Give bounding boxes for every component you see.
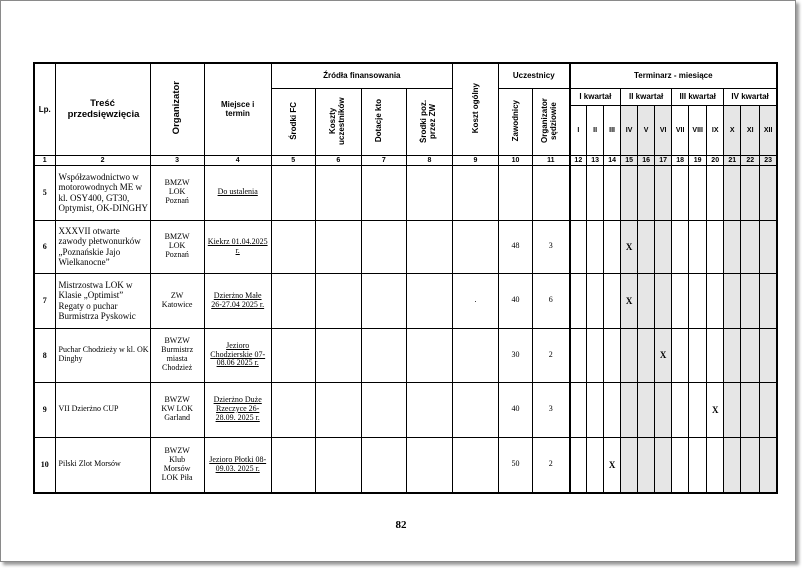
month-cell	[570, 273, 587, 328]
month-cell	[689, 220, 707, 273]
month-cell	[760, 273, 777, 328]
column-number: 6	[315, 155, 361, 165]
row-srodki-fc	[271, 220, 315, 273]
row-lp: 10	[34, 437, 55, 493]
month-cell	[672, 220, 689, 273]
month-cell	[587, 165, 604, 220]
row-organizator-text: ZW Katowice	[161, 290, 193, 309]
month-cell	[707, 328, 724, 382]
month-cell	[760, 437, 777, 493]
row-koszty-uczestnikow	[315, 382, 361, 437]
month-cell	[638, 220, 655, 273]
month-cell	[655, 220, 672, 273]
row-zawodnicy: 40	[498, 382, 532, 437]
month-mark: X	[655, 328, 672, 382]
table-row	[34, 437, 777, 493]
row-koszty-uczestnikow	[315, 437, 361, 493]
month-cell	[621, 382, 638, 437]
header-quarter-1: I kwartał	[570, 88, 621, 105]
column-number: 14	[604, 155, 621, 165]
month-cell	[724, 328, 741, 382]
month-cell	[655, 437, 672, 493]
month-cell	[570, 382, 587, 437]
month-cell	[741, 273, 760, 328]
row-miejsce	[204, 220, 271, 273]
row-zawodnicy: 48	[498, 220, 532, 273]
row-dotacje	[361, 165, 406, 220]
month-cell	[570, 165, 587, 220]
month-cell	[604, 220, 621, 273]
header-terminarz: Terminarz - miesiące	[570, 63, 777, 88]
row-tresc-text: Puchar Chodzieży w kl. OK Dinghy	[58, 345, 149, 363]
header-month: IV	[621, 105, 638, 155]
column-number: 21	[724, 155, 741, 165]
row-organizator-text: BWZW Burmistrz miasta Chodzież	[161, 336, 194, 372]
column-number: 1	[34, 155, 55, 165]
row-srodki-fc	[271, 273, 315, 328]
month-cell	[638, 273, 655, 328]
month-cell	[741, 382, 760, 437]
column-number: 20	[707, 155, 724, 165]
month-cell	[587, 273, 604, 328]
month-cell	[724, 165, 741, 220]
row-zawodnicy: 50	[498, 437, 532, 493]
table-row	[34, 273, 777, 328]
month-cell	[689, 437, 707, 493]
row-srodki-zw	[406, 273, 452, 328]
column-number: 11	[533, 155, 570, 165]
header-quarter-3: III kwartał	[672, 88, 724, 105]
month-cell	[724, 437, 741, 493]
row-miejsce	[204, 165, 271, 220]
table-row	[34, 382, 777, 437]
month-cell	[707, 273, 724, 328]
month-cell	[760, 220, 777, 273]
row-srodki-fc	[271, 165, 315, 220]
row-dotacje	[361, 382, 406, 437]
row-tresc	[55, 220, 150, 273]
row-miejsce-text: Do ustalenia	[217, 187, 258, 197]
header-srodki-zw	[406, 88, 452, 155]
month-cell	[672, 437, 689, 493]
month-cell	[689, 273, 707, 328]
header-month: IX	[707, 105, 724, 155]
header-month: X	[724, 105, 741, 155]
row-tresc-text: XXXVII otwarte zawody płetwonurków „Poznańskie Jajo Wielkanocne”	[58, 226, 141, 267]
header-organizator-text: Organizator	[170, 81, 182, 135]
month-cell	[570, 328, 587, 382]
row-tresc	[55, 382, 150, 437]
month-cell	[655, 273, 672, 328]
month-cell	[689, 382, 707, 437]
row-koszt-ogolny	[452, 437, 498, 493]
row-organizator	[150, 382, 204, 437]
month-cell	[638, 165, 655, 220]
row-zawodnicy: 30	[498, 328, 532, 382]
row-tresc-text: Pilski Zlot Morsów	[58, 459, 121, 469]
header-month: VIII	[689, 105, 707, 155]
row-tresc-text: Mistrzostwa LOK w Klasie „Optimist” Regaty o puchar Burmistrza Pyskowic	[58, 280, 136, 321]
header-sedziowie	[533, 88, 570, 155]
column-number-row	[34, 155, 777, 165]
column-number: 19	[689, 155, 707, 165]
row-tresc	[55, 437, 150, 493]
row-koszt-ogolny	[452, 328, 498, 382]
month-cell	[570, 437, 587, 493]
month-cell	[587, 382, 604, 437]
header-quarter-4: IV kwartał	[724, 88, 777, 105]
month-cell	[707, 437, 724, 493]
row-miejsce-text: Jezioro Płotki 08-09.03. 2025 r.	[209, 454, 267, 473]
row-dotacje	[361, 437, 406, 493]
month-cell	[689, 165, 707, 220]
column-number: 2	[55, 155, 150, 165]
table-row	[34, 220, 777, 273]
column-number: 10	[498, 155, 532, 165]
header-koszt-ogolny	[452, 63, 498, 155]
table-row	[34, 165, 777, 220]
column-number: 12	[570, 155, 587, 165]
month-cell	[604, 382, 621, 437]
month-cell	[621, 437, 638, 493]
month-cell	[587, 220, 604, 273]
row-sedziowie: 3	[533, 382, 570, 437]
header-koszt-ogolny-text: Koszt ogólny	[470, 83, 480, 134]
row-sedziowie: 2	[533, 437, 570, 493]
month-cell	[724, 220, 741, 273]
header-tresc	[55, 63, 150, 155]
month-cell	[587, 328, 604, 382]
header-srodki-fc	[271, 88, 315, 155]
header-sedziowie-text: Organizator sędziowie	[539, 98, 558, 143]
row-organizator-text: BWZW KW LOK Garland	[161, 395, 193, 422]
row-organizator	[150, 328, 204, 382]
column-number: 16	[638, 155, 655, 165]
row-lp: 5	[34, 165, 55, 220]
month-cell	[707, 165, 724, 220]
header-zawodnicy	[498, 88, 532, 155]
row-organizator-text: BMZW LOK Poznań	[164, 232, 190, 259]
month-cell	[760, 382, 777, 437]
month-cell	[724, 273, 741, 328]
column-number: 5	[271, 155, 315, 165]
month-cell	[741, 328, 760, 382]
header-tresc-text: Treść przedsięwzięcia	[67, 98, 140, 121]
month-cell	[638, 382, 655, 437]
header-koszty-uczestnikow-text: Koszty uczestników	[328, 96, 347, 145]
row-organizator	[150, 220, 204, 273]
row-srodki-fc	[271, 437, 315, 493]
header-zrodla: Źródła finansowania	[271, 63, 452, 88]
header-organizator	[150, 63, 204, 155]
month-cell	[760, 165, 777, 220]
row-miejsce	[204, 437, 271, 493]
row-srodki-fc	[271, 328, 315, 382]
row-zawodnicy: 40	[498, 273, 532, 328]
row-dotacje	[361, 220, 406, 273]
column-number: 17	[655, 155, 672, 165]
row-koszty-uczestnikow	[315, 220, 361, 273]
row-srodki-zw	[406, 220, 452, 273]
row-koszty-uczestnikow	[315, 273, 361, 328]
month-cell	[604, 273, 621, 328]
row-srodki-zw	[406, 165, 452, 220]
header-month: VII	[672, 105, 689, 155]
schedule-table	[33, 62, 778, 494]
month-mark: X	[621, 273, 638, 328]
row-sedziowie: 3	[533, 220, 570, 273]
page-number: 82	[395, 519, 407, 531]
header-dotacje-text: Dotacje kto	[373, 98, 383, 143]
month-cell	[689, 328, 707, 382]
header-miejsce	[204, 63, 271, 155]
month-cell	[638, 328, 655, 382]
row-tresc	[55, 328, 150, 382]
row-miejsce	[204, 382, 271, 437]
header-quarter-2: II kwartał	[621, 88, 672, 105]
row-sedziowie	[533, 165, 570, 220]
row-organizator	[150, 165, 204, 220]
row-miejsce-text: Kiekrz 01.04.2025 r.	[207, 236, 268, 255]
header-month: II	[587, 105, 604, 155]
header-srodki-zw-text: Środki poz. przez ZW	[419, 98, 438, 143]
row-zawodnicy	[498, 165, 532, 220]
row-srodki-zw	[406, 328, 452, 382]
month-cell	[672, 328, 689, 382]
month-cell	[741, 220, 760, 273]
header-dotacje	[361, 88, 406, 155]
row-koszt-ogolny	[452, 165, 498, 220]
row-dotacje	[361, 328, 406, 382]
header-uczestnicy: Uczestnicy	[498, 63, 569, 88]
row-koszty-uczestnikow	[315, 328, 361, 382]
row-organizator	[150, 437, 204, 493]
row-organizator	[150, 273, 204, 328]
column-number: 9	[452, 155, 498, 165]
column-number: 13	[587, 155, 604, 165]
row-miejsce	[204, 328, 271, 382]
month-cell	[707, 220, 724, 273]
column-number: 23	[760, 155, 777, 165]
row-lp: 8	[34, 328, 55, 382]
month-cell	[655, 382, 672, 437]
row-lp: 9	[34, 382, 55, 437]
row-miejsce	[204, 273, 271, 328]
row-tresc	[55, 273, 150, 328]
header-lp: Lp.	[34, 63, 55, 155]
header-month: VI	[655, 105, 672, 155]
column-number: 7	[361, 155, 406, 165]
row-tresc-text: VII Dzierżno CUP	[58, 404, 119, 414]
row-koszt-ogolny	[452, 220, 498, 273]
month-cell	[760, 328, 777, 382]
row-srodki-zw	[406, 382, 452, 437]
row-lp: 7	[34, 273, 55, 328]
month-cell	[672, 382, 689, 437]
row-koszt-ogolny: .	[452, 273, 498, 328]
header-miejsce-text: Miejsce i termin	[221, 100, 255, 119]
header-srodki-fc-text: Środki FC	[288, 101, 298, 140]
header-month: I	[570, 105, 587, 155]
month-mark: X	[621, 220, 638, 273]
column-number: 18	[672, 155, 689, 165]
month-cell	[638, 437, 655, 493]
row-dotacje	[361, 273, 406, 328]
header-koszty-uczestnikow	[315, 88, 361, 155]
row-tresc	[55, 165, 150, 220]
row-tresc-text: Współzawodnictwo w motorowodnych ME w kl. OSY400, GT30, Optymist, OK-DINGHY	[58, 172, 149, 213]
row-miejsce-text: Dzierżno Duże Rzeczyce 26-28.09. 2025 r.	[213, 395, 262, 422]
month-cell	[604, 165, 621, 220]
row-srodki-fc	[271, 382, 315, 437]
month-mark: X	[604, 437, 621, 493]
header-month: XI	[741, 105, 760, 155]
row-sedziowie: 6	[533, 273, 570, 328]
header-month: III	[604, 105, 621, 155]
column-number: 3	[150, 155, 204, 165]
column-number: 22	[741, 155, 760, 165]
month-cell	[570, 220, 587, 273]
header-month: V	[638, 105, 655, 155]
month-cell	[621, 328, 638, 382]
column-number: 4	[204, 155, 271, 165]
row-organizator-text: BMZW LOK Poznań	[164, 178, 190, 205]
table-row	[34, 328, 777, 382]
month-cell	[655, 165, 672, 220]
month-cell	[621, 165, 638, 220]
row-miejsce-text: Jezioro Chodzierskie 07-08.06 2025 r.	[210, 340, 266, 368]
header-month: XII	[760, 105, 777, 155]
row-srodki-zw	[406, 437, 452, 493]
month-cell	[741, 437, 760, 493]
column-number: 15	[621, 155, 638, 165]
month-cell	[724, 382, 741, 437]
month-cell	[741, 165, 760, 220]
row-miejsce-text: Dzierżno Małe 26-27.04 2025 r.	[211, 290, 265, 309]
row-sedziowie: 2	[533, 328, 570, 382]
row-lp: 6	[34, 220, 55, 273]
month-cell	[604, 328, 621, 382]
month-mark: X	[707, 382, 724, 437]
column-number: 8	[406, 155, 452, 165]
row-koszty-uczestnikow	[315, 165, 361, 220]
month-cell	[587, 437, 604, 493]
header-zawodnicy-text: Zawodnicy	[510, 99, 520, 142]
month-cell	[672, 165, 689, 220]
row-organizator-text: BWZW Klub Morsów LOK Piła	[161, 445, 193, 482]
row-koszt-ogolny	[452, 382, 498, 437]
month-cell	[672, 273, 689, 328]
